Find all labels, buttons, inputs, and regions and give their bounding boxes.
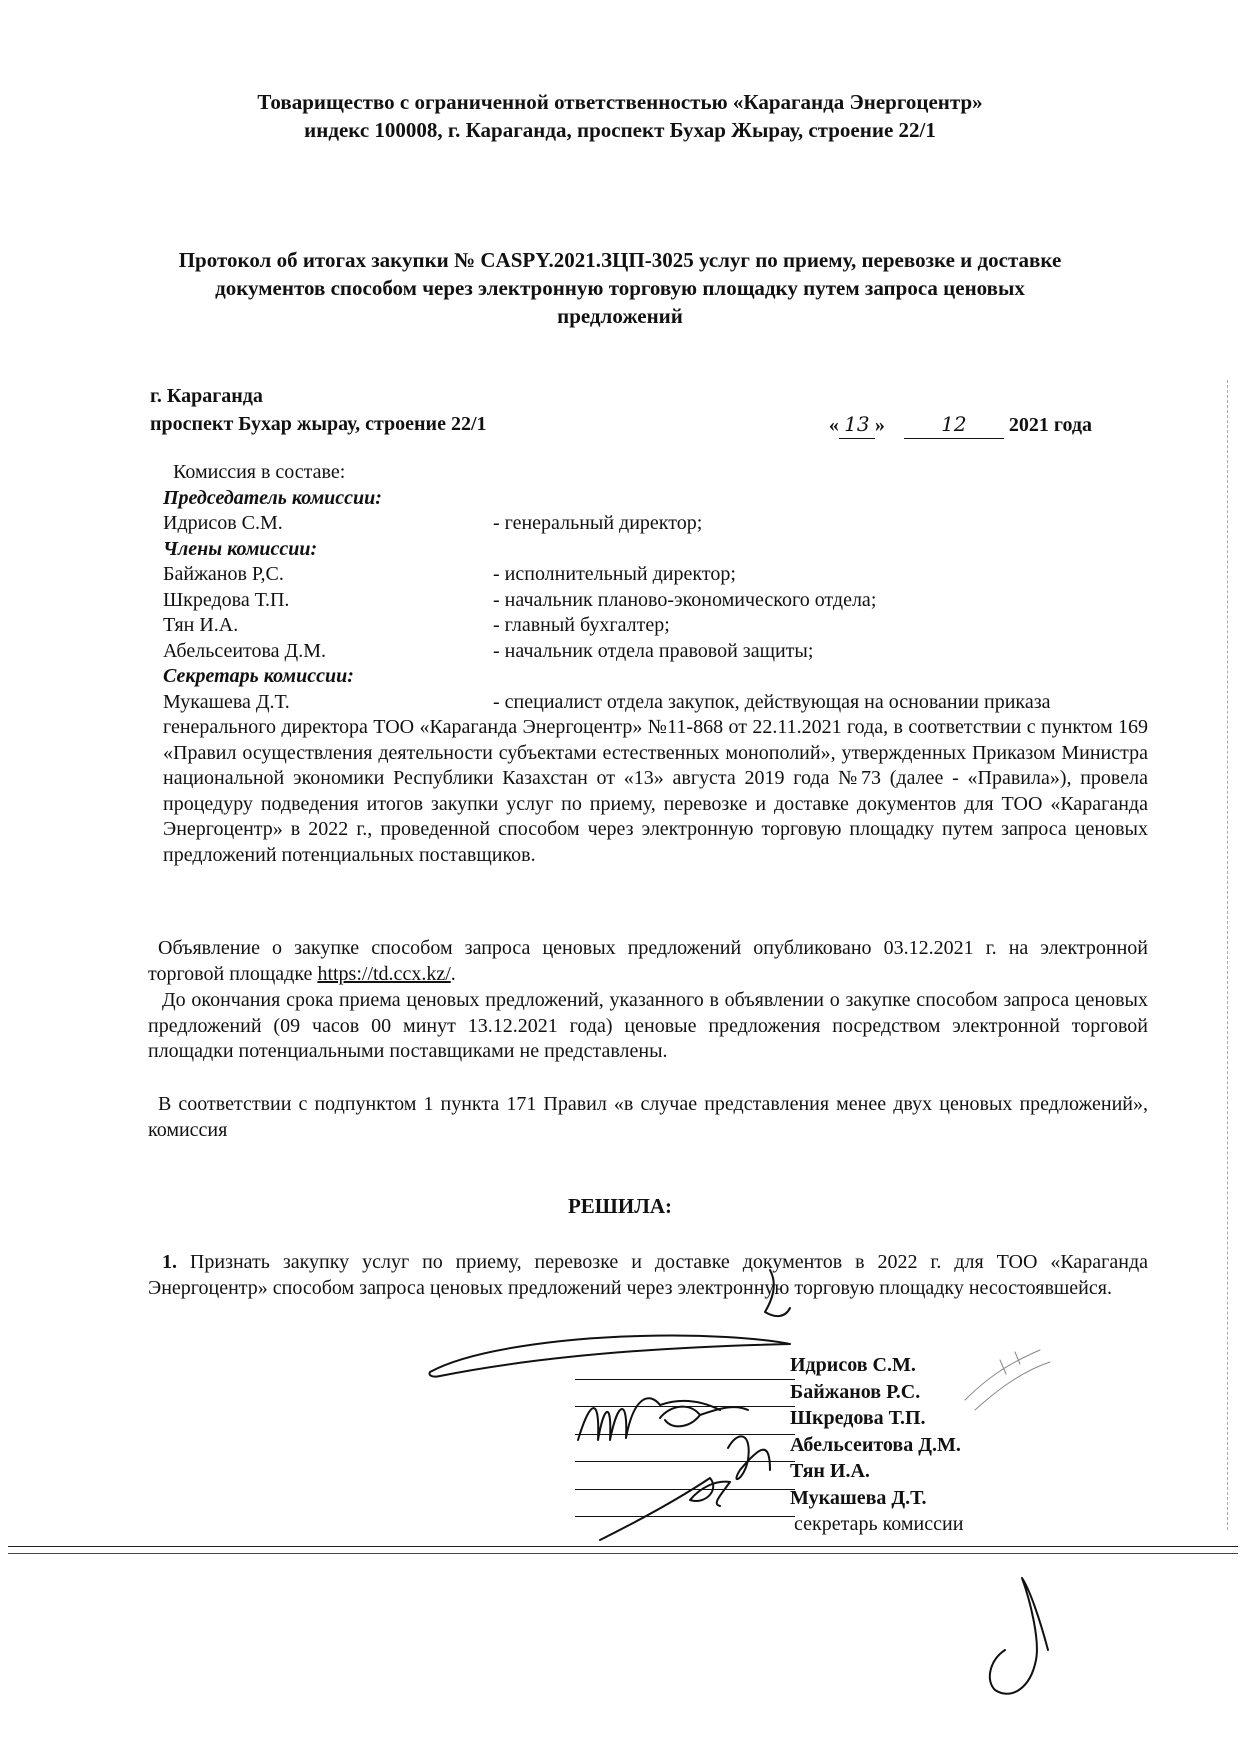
member-name: Шкредова Т.П. [163, 588, 290, 611]
date-month: 12 [904, 410, 1004, 439]
commission-intro: Комиссия в составе: [173, 461, 346, 483]
rule-paragraph: В соответствии с подпунктом 1 пункта 171 Правил «в случае представления менее двух ценовых предложений», комиссия [148, 1093, 1148, 1141]
signature-idrisov [429, 1335, 790, 1376]
secretary-basis-text: генерального директора ТОО «Караганда Энергоцентр» №11-868 от 22.11.2021 года, в соответствии с пунктом 169 «Правил осуществления деятельности субъектами естественных монополий», утвержденных Приказом Министра национальной экономики Республики Казахстан от «13» августа 2019 года №73 (далее - «Правила»), провела процедуру подведения итогов закупки услуг по приему, перевозке и доставке документов для ТОО «Караганда Энергоцентр» в 2022 г., проведенной способом через электронную торговую площадку путем запроса ценовых предложений потенциальных поставщиков. [163, 716, 1148, 866]
signature-shkredova [660, 1407, 748, 1427]
signature-margin-initial [990, 1578, 1048, 1694]
announcement-end: . [450, 962, 456, 985]
title-line-3: предложений [557, 304, 683, 328]
decided-heading: РЕШИЛА: [567, 1194, 673, 1218]
signatory-name: Абельсеитова Д.М. [790, 1433, 961, 1456]
member-position: - начальник планово-экономического отдела; [493, 588, 877, 611]
members-heading: Члены комиссии: [163, 537, 318, 560]
signature-tyan [728, 1436, 770, 1479]
signatory-name: Мукашева Д.Т. [790, 1486, 927, 1509]
member-name: Байжанов Р,С. [163, 563, 284, 585]
place-city: г. Караганда [150, 385, 263, 407]
secretary-position: - специалист отдела закупок, действующая на основании приказа [493, 690, 1051, 713]
organization-address: индекс 100008, г. Караганда, проспект Бухар Жырау, строение 22/1 [304, 118, 936, 142]
decision-number: 1. [162, 1251, 177, 1273]
secretary-heading: Секретарь комиссии: [163, 665, 354, 687]
signature-decision-mark [765, 1270, 790, 1316]
title-line-1: Протокол об итогах закупки № CASPY.2021.ЗЦП-3025 услуг по приему, перевозке и доставке [178, 248, 1062, 272]
member-name: Тян И.А. [163, 614, 239, 636]
deadline-paragraph: До окончания срока приема ценовых предложений, указанного в объявлении о закупке способом запроса ценовых предложений (09 часов 00 минут 13.12.2021 года) ценовые предложения посредством электронной торговой площадки потенциальными поставщиками не представлены. [148, 989, 1148, 1062]
page-bottom-rule [8, 1546, 1238, 1547]
member-name: Абельсеитова Д.М. [163, 639, 326, 662]
member-position: - начальник отдела правовой защиты; [493, 639, 814, 662]
decision-text: Признать закупку услуг по приему, перевозке и доставке документов в 2022 г. для ТОО «Караганда Энергоцентр» способом запроса ценовых предложений через электронную торговую площадку несостоявшейся. [148, 1251, 1149, 1299]
secretary-caption: секретарь комиссии [794, 1513, 964, 1535]
title-line-2: документов способом через электронную торговую площадку путем запроса ценовых [215, 276, 1025, 300]
chair-position: - генеральный директор; [493, 512, 703, 534]
date-year: 2021 года [1008, 414, 1092, 436]
signature-mukasheva [600, 1478, 730, 1540]
chair-heading: Председатель комиссии: [163, 486, 382, 509]
signature-bayzhanov [578, 1398, 720, 1440]
member-position: - исполнительный директор; [493, 563, 736, 585]
signatory-name: Идрисов С.М. [790, 1354, 916, 1376]
date-open-quote: « [828, 414, 839, 436]
announcement-text: Объявление о закупке способом запроса ценовых предложений опубликовано 03.12.2021 г. на электронной торговой площадке [148, 937, 1148, 985]
signature-faint-mark [965, 1350, 1050, 1410]
date-close-quote: » [874, 414, 885, 436]
signatory-name: Шкредова Т.П. [790, 1407, 926, 1429]
signatory-name: Тян И.А. [790, 1460, 870, 1482]
member-position: - главный бухгалтер; [493, 614, 670, 636]
chair-name: Идрисов С.М. [163, 512, 283, 534]
date-day: 13 [839, 410, 875, 439]
page-edge-mark [1227, 380, 1230, 1530]
secretary-name: Мукашева Д.Т. [163, 690, 290, 713]
signatory-name: Байжанов Р.С. [790, 1380, 921, 1403]
place-address: проспект Бухар жырау, строение 22/1 [150, 413, 487, 435]
page-bottom-rule-secondary [8, 1553, 1238, 1554]
organization-name: Товарищество с ограниченной ответственностью «Караганда Энергоцентр» [257, 90, 983, 114]
platform-link[interactable]: https://td.ccx.kz/ [317, 962, 451, 985]
